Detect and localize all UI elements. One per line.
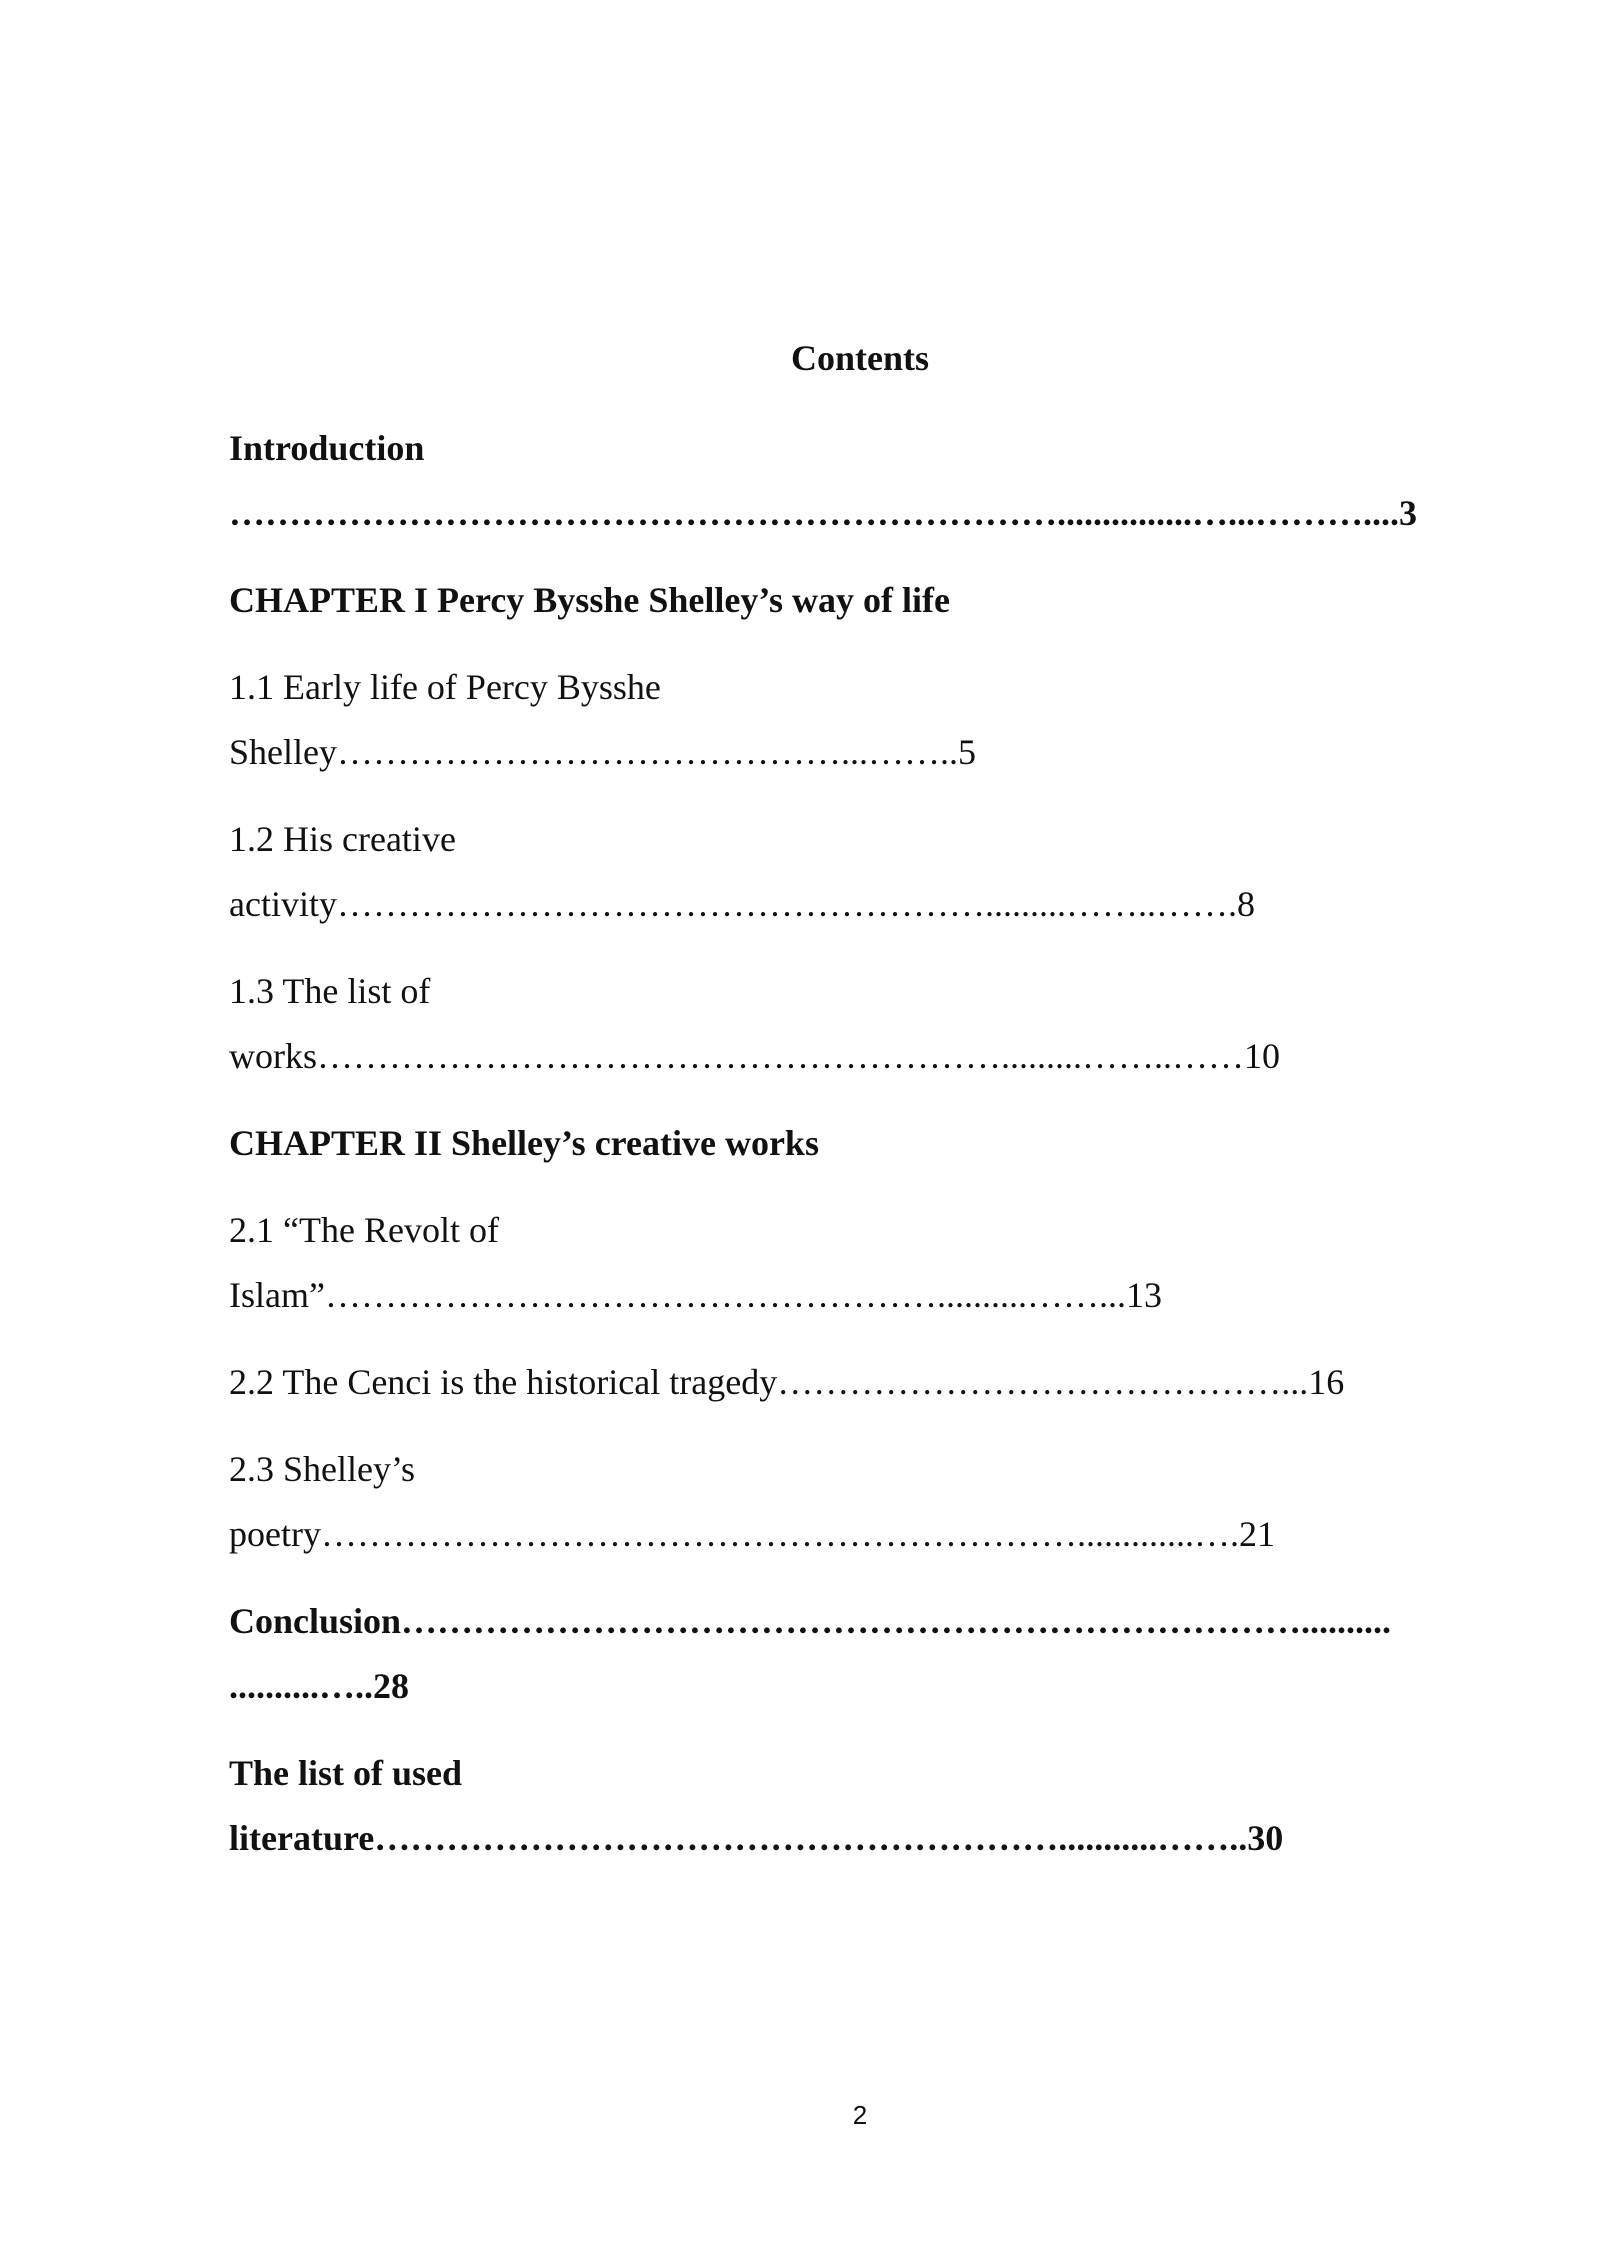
toc-entry-label: CHAPTER I Percy Bysshe Shelley’s way of life bbox=[229, 580, 950, 620]
toc-entry-label: 1.3 The list of bbox=[229, 971, 431, 1011]
toc-entry-label: CHAPTER II Shelley’s creative works bbox=[229, 1123, 819, 1163]
toc-entry-label: 2.3 Shelley’s bbox=[229, 1449, 415, 1489]
contents-title: Contents bbox=[790, 338, 929, 378]
toc-entry-leader-page: ……………………………………………………………...............…...………....3 bbox=[229, 493, 1417, 533]
toc-entry-label: 2.1 “The Revolt of bbox=[229, 1210, 499, 1250]
toc-entry-1-3 bbox=[229, 959, 1529, 1089]
toc-entry-conclusion bbox=[229, 1589, 1529, 1719]
toc-entry-leader-page: Shelley……………………………………...……..5 bbox=[229, 732, 976, 772]
toc-entry-label: The list of used bbox=[229, 1753, 463, 1793]
toc-entry-leader-page: literature…………………………………………………...........……..30 bbox=[229, 1818, 1284, 1858]
toc-entry-introduction bbox=[229, 416, 1529, 546]
toc-entry-label: Introduction bbox=[229, 428, 425, 468]
toc-entry-label: 1.1 Early life of Percy Bysshe bbox=[229, 667, 661, 707]
toc-entry-chapter-1 bbox=[229, 568, 1529, 633]
toc-entry-label: 1.2 His creative bbox=[229, 819, 456, 859]
toc-entry-chapter-2 bbox=[229, 1111, 1529, 1176]
toc-entry-leader-page: ..........…..28 bbox=[229, 1666, 409, 1706]
toc-entry-label: Conclusion………………………………………………………………….......... bbox=[229, 1601, 1392, 1641]
toc-entry-literature bbox=[229, 1741, 1529, 1871]
toc-entry-1-1 bbox=[229, 655, 1529, 785]
toc-entry-leader-page: works………………………………………………….........……..……10 bbox=[229, 1036, 1280, 1076]
toc-entry-leader-page: Islam”……………………………………………..........……...13 bbox=[229, 1275, 1162, 1315]
table-of-contents bbox=[229, 416, 1529, 1893]
toc-entry-2-3 bbox=[229, 1437, 1529, 1567]
toc-entry-2-1 bbox=[229, 1198, 1529, 1328]
toc-entry-1-2 bbox=[229, 807, 1529, 937]
page-number: 2 bbox=[852, 2100, 868, 2130]
toc-entry-leader-page: activity……………………………………………….........……..…….8 bbox=[229, 884, 1255, 924]
toc-entry-label: 2.2 The Cenci is the historical tragedy……………………………………...16 bbox=[229, 1362, 1345, 1402]
toc-entry-2-2 bbox=[229, 1350, 1529, 1415]
toc-entry-leader-page: poetry……………………………………………………….............….21 bbox=[229, 1514, 1275, 1554]
